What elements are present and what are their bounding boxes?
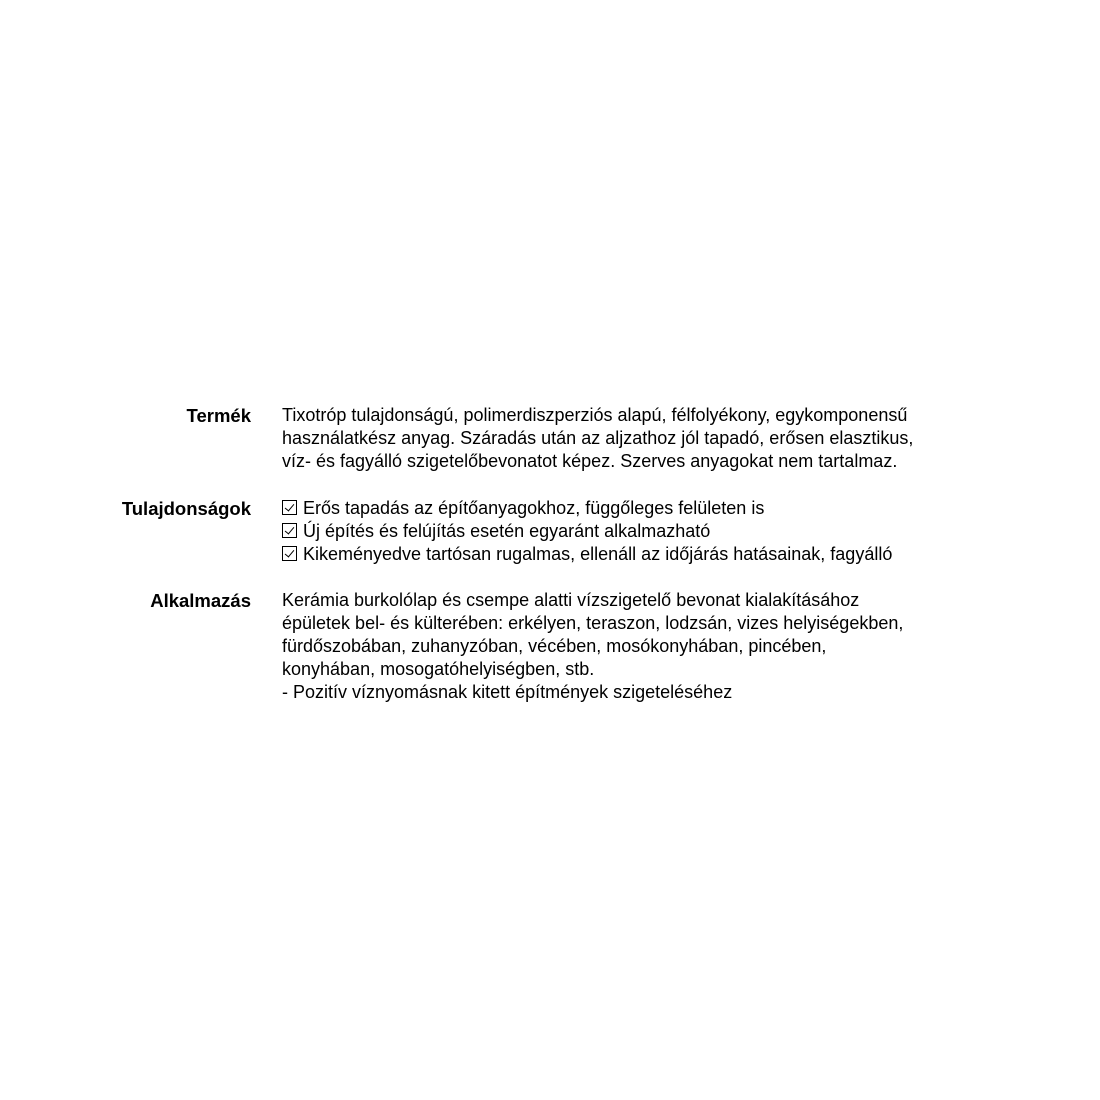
product-description-line: víz- és fagyálló szigetelőbevonatot képez. Szerves anyagokat nem tartalmaz. xyxy=(282,451,898,471)
property-item xyxy=(282,497,1082,520)
checked-box-icon xyxy=(282,523,297,538)
property-item xyxy=(282,520,1082,543)
product-description-line: használatkész anyag. Száradás után az aljzathoz jól tapadó, erősen elasztikus, xyxy=(282,428,914,448)
product-description xyxy=(282,404,1082,473)
property-item xyxy=(282,543,1082,566)
checked-box-icon xyxy=(282,546,297,561)
application-section xyxy=(0,589,1100,704)
application-description-line: konyhában, mosogatóhelyiségben, stb. xyxy=(282,659,595,679)
application-description-line: épületek bel- és külterében: erkélyen, teraszon, lodzsán, vizes helyiségekben, xyxy=(282,613,904,633)
application-description xyxy=(282,589,1082,704)
product-section xyxy=(0,404,1100,473)
product-description-line: Tixotróp tulajdonságú, polimerdiszperziós alapú, félfolyékony, egykomponensű xyxy=(282,405,908,425)
application-label: Alkalmazás xyxy=(150,590,251,611)
application-description-line: - Pozitív víznyomásnak kitett építmények szigeteléséhez xyxy=(282,682,733,702)
product-datasheet xyxy=(0,404,1100,704)
properties-section xyxy=(0,497,1100,566)
property-item-text: Kikeményedve tartósan rugalmas, ellenáll az időjárás hatásainak, fagyálló xyxy=(303,544,893,564)
property-item-text: Új építés és felújítás esetén egyaránt alkalmazható xyxy=(303,521,711,541)
property-item-text: Erős tapadás az építőanyagokhoz, függőleges felületen is xyxy=(303,498,765,518)
properties-label: Tulajdonságok xyxy=(121,498,251,519)
application-description-line: fürdőszobában, zuhanyzóban, vécében, mosókonyhában, pincében, xyxy=(282,636,827,656)
application-description-line: Kerámia burkolólap és csempe alatti vízszigetelő bevonat kialakításához xyxy=(282,590,860,610)
properties-list xyxy=(282,497,1082,566)
checked-box-icon xyxy=(282,500,297,515)
product-label: Termék xyxy=(186,405,251,426)
